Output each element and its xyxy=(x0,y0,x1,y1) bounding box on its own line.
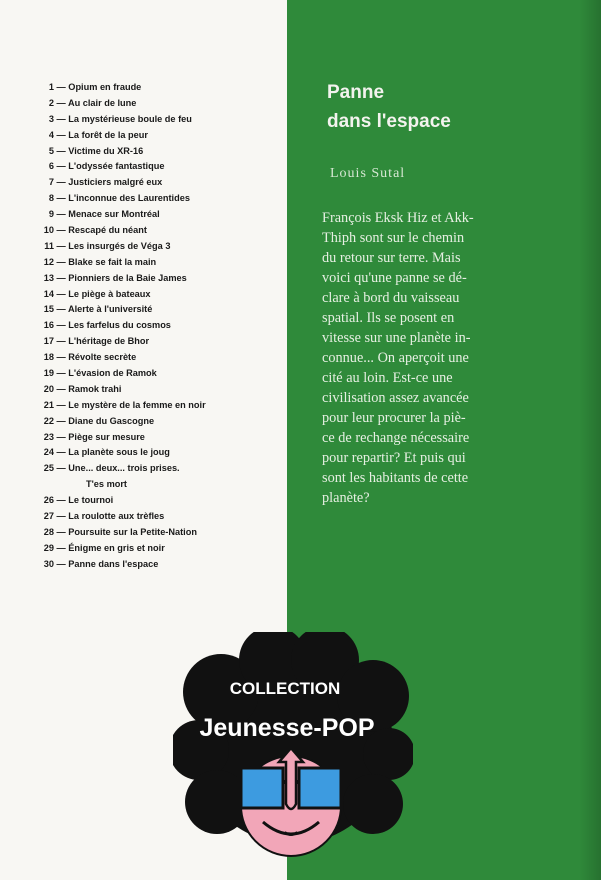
list-item-title: Opium en fraude xyxy=(68,82,142,92)
list-item-number: 22 xyxy=(43,415,54,426)
list-item: 1 — Opium en fraude xyxy=(38,80,278,96)
list-item-number: 9 xyxy=(48,209,54,220)
list-item: 27 — La roulotte aux trèfles xyxy=(38,509,278,525)
list-item: 23 — Piège sur mesure xyxy=(38,430,278,446)
series-title-list xyxy=(38,80,278,573)
list-item-number: 24 xyxy=(43,447,54,458)
list-item-title: Énigme en gris et noir xyxy=(68,542,165,553)
list-item: 13 — Pionniers de la Baie James xyxy=(38,271,278,287)
list-item-number: 14 xyxy=(43,288,54,299)
list-item-title: Une... deux... trois prises. xyxy=(68,463,180,474)
list-item-number: 28 xyxy=(43,526,54,537)
blurb-line: planète? xyxy=(322,490,370,506)
blurb-line: clare à bord du vaisseau xyxy=(322,290,460,306)
list-item-number: 26 xyxy=(43,495,54,506)
list-item-number: 13 xyxy=(43,272,54,283)
blurb-line: François Eksk Hiz et Akk- xyxy=(322,210,474,226)
list-item-number: 15 xyxy=(43,304,54,315)
book-title xyxy=(327,78,451,136)
list-item: 29 — Énigme en gris et noir xyxy=(38,541,278,557)
list-item-title: L'inconnue des Laurentides xyxy=(68,193,190,204)
list-item-title: Panne dans l'espace xyxy=(68,558,159,569)
collection-logo xyxy=(173,632,413,862)
list-item-title: Les insurgés de Véga 3 xyxy=(68,240,171,251)
list-item-title: L'héritage de Bhor xyxy=(68,336,150,347)
list-item-title: Diane du Gascogne xyxy=(68,415,155,426)
list-item-number: 6 xyxy=(48,161,54,172)
list-item-number: 4 xyxy=(48,129,54,140)
list-item-number: 18 xyxy=(43,352,54,363)
list-item: 18 — Révolte secrète xyxy=(38,350,278,366)
list-item-title: Justiciers malgré eux xyxy=(68,177,163,188)
list-item: 5 — Victime du XR-16 xyxy=(38,144,278,160)
list-item-number: 23 xyxy=(43,431,54,442)
book-title-line-2: dans l'espace xyxy=(327,111,451,132)
list-item-number: 21 xyxy=(43,399,54,410)
list-item: 6 — L'odyssée fantastique xyxy=(38,159,278,175)
list-item-number: 17 xyxy=(43,336,54,347)
list-item-title: Le mystère de la femme en noir xyxy=(68,399,206,410)
list-item-number: 30 xyxy=(43,558,54,569)
list-item-title: Révolte secrète xyxy=(68,352,137,363)
list-item-title: Ramok trahi xyxy=(68,383,122,394)
list-item-title: Les farfelus du cosmos xyxy=(68,320,171,331)
list-item-title: L'odyssée fantastique xyxy=(68,161,165,172)
list-item: 15 — Alerte à l'université xyxy=(38,302,278,318)
book-title-line-1: Panne xyxy=(327,82,385,103)
collection-name: Jeunesse-POP xyxy=(199,714,375,742)
collection-label: COLLECTION xyxy=(229,679,341,698)
list-item-number: 20 xyxy=(43,383,54,394)
list-item-number: 11 xyxy=(44,240,54,251)
book-blurb xyxy=(322,208,557,508)
list-item-title: Le piège à bateaux xyxy=(68,288,151,299)
list-item-number: 7 xyxy=(48,177,54,188)
list-item-title: La roulotte aux trèfles xyxy=(68,511,165,522)
list-item-number: 10 xyxy=(43,225,54,236)
author-name: Louis Sutal xyxy=(330,166,406,181)
list-item: 20 — Ramok trahi xyxy=(38,382,278,398)
list-item: 11 — Les insurgés de Véga 3 xyxy=(38,239,278,255)
list-item-number: 27 xyxy=(43,511,54,522)
list-item: 9 — Menace sur Montréal xyxy=(38,207,278,223)
list-item: 19 — L'évasion de Ramok xyxy=(38,366,278,382)
list-item: 16 — Les farfelus du cosmos xyxy=(38,318,278,334)
blurb-line: cité au loin. Est-ce une xyxy=(322,370,453,386)
list-item: 21 — Le mystère de la femme en noir xyxy=(38,398,278,414)
list-item: 25 — Une... deux... trois prises. xyxy=(38,461,278,477)
list-item-number: 2 xyxy=(48,97,54,108)
blurb-line: pour leur procurer la piè- xyxy=(322,410,466,426)
list-item-number: 8 xyxy=(48,193,54,204)
list-item: 14 — Le piège à bateaux xyxy=(38,287,278,303)
blurb-line: voici qu'une panne se dé- xyxy=(322,270,467,286)
list-item-title: La planète sous le joug xyxy=(68,447,170,458)
blurb-line: du retour sur terre. Mais xyxy=(322,250,461,266)
list-item-number: 29 xyxy=(43,542,54,553)
list-item: 12 — Blake se fait la main xyxy=(38,255,278,271)
list-item-title: Menace sur Montréal xyxy=(68,209,160,220)
blurb-line: Thiph sont sur le chemin xyxy=(322,230,465,246)
list-item: 28 — Poursuite sur la Petite-Nation xyxy=(38,525,278,541)
blurb-line: spatial. Ils se posent en xyxy=(322,310,455,326)
list-item-number: 19 xyxy=(43,368,54,379)
list-item-title: Blake se fait la main xyxy=(68,256,157,267)
list-item: 26 — Le tournoi xyxy=(38,493,278,509)
list-item-title: Pionniers de la Baie James xyxy=(68,272,187,283)
blurb-line: sont les habitants de cette xyxy=(322,470,469,486)
list-item: 3 — La mystérieuse boule de feu xyxy=(38,112,278,128)
blurb-line: vitesse sur une planète in- xyxy=(322,330,471,346)
list-item-title: Alerte à l'université xyxy=(67,304,153,315)
list-item: 30 — Panne dans l'espace xyxy=(38,557,278,573)
list-item-title: Rescapé du néant xyxy=(68,225,147,236)
list-item: 17 — L'héritage de Bhor xyxy=(38,334,278,350)
list-item: 24 — La planète sous le joug xyxy=(38,445,278,461)
list-item: 7 — Justiciers malgré eux xyxy=(38,175,278,191)
list-item: 22 — Diane du Gascogne xyxy=(38,414,278,430)
list-item: 10 — Rescapé du néant xyxy=(38,223,278,239)
list-item-title: Le tournoi xyxy=(68,495,114,506)
list-item-title: La mystérieuse boule de feu xyxy=(68,113,192,124)
blurb-line: civilisation assez avancée xyxy=(322,390,469,406)
list-item: 4 — La forêt de la peur xyxy=(38,128,278,144)
list-item: 2 — Au clair de lune xyxy=(38,96,278,112)
blurb-line: pour repartir? Et puis qui xyxy=(322,450,466,466)
list-item-title: Victime du XR-16 xyxy=(68,145,144,156)
list-item-continuation xyxy=(38,477,278,493)
list-item-title: La forêt de la peur xyxy=(68,129,148,140)
list-item-number: 25 xyxy=(43,463,54,474)
list-item-number: 16 xyxy=(43,320,54,331)
list-item-number: 1 xyxy=(48,82,54,92)
list-item-number: 5 xyxy=(48,145,54,156)
list-item-number: 3 xyxy=(48,113,54,124)
blurb-line: connue... On aperçoit une xyxy=(322,350,469,366)
list-item-title: T'es mort xyxy=(86,479,127,490)
list-item-title: Poursuite sur la Petite-Nation xyxy=(68,526,197,537)
list-item-title: L'évasion de Ramok xyxy=(68,368,157,379)
list-item-number: 12 xyxy=(43,256,54,267)
list-item-title: Au clair de lune xyxy=(67,97,137,108)
list-item: 8 — L'inconnue des Laurentides xyxy=(38,191,278,207)
blurb-line: ce de rechange nécessaire xyxy=(322,430,470,446)
list-item-title: Piège sur mesure xyxy=(68,431,145,442)
